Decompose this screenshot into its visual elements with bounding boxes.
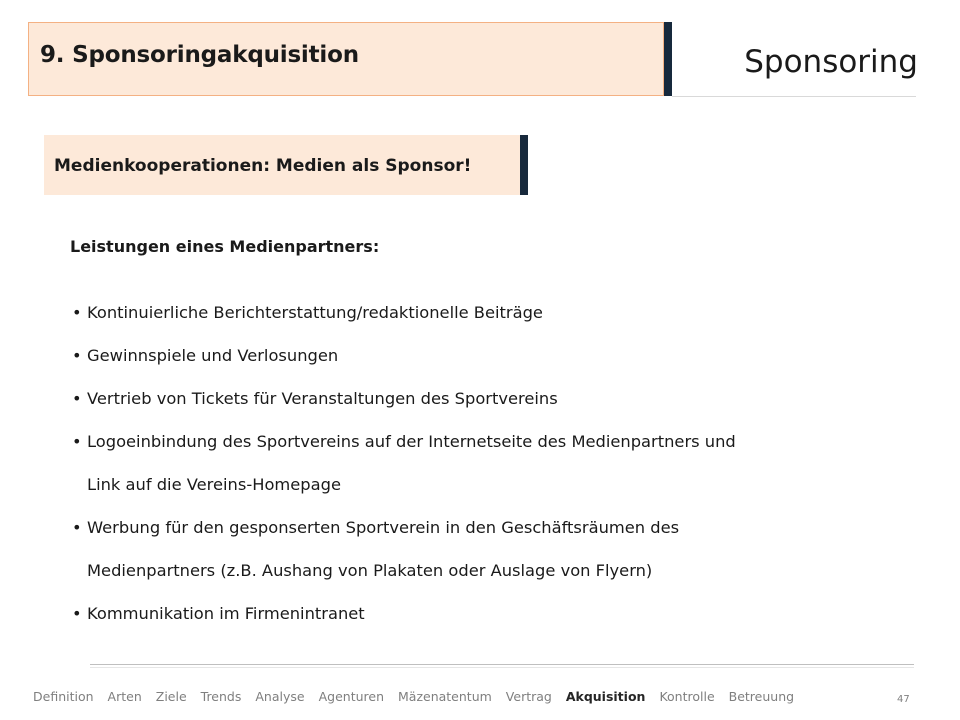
footer-divider-shadow	[90, 667, 914, 668]
bullet-text: Vertrieb von Tickets für Veranstaltungen des Sportvereins	[87, 389, 558, 408]
footer-nav-definition[interactable]: Definition	[33, 689, 94, 704]
footer-nav-mäzenatentum[interactable]: Mäzenatentum	[398, 689, 492, 704]
bullet-item-line	[72, 474, 341, 496]
footer-navigation	[33, 689, 808, 704]
bullet-item-line	[72, 560, 652, 582]
bullet-text: Gewinnspiele und Verlosungen	[87, 346, 339, 365]
bullet-dot-icon: •	[72, 518, 82, 537]
bullet-item-line	[72, 517, 679, 539]
footer-nav-analyse[interactable]: Analyse	[255, 689, 305, 704]
bullet-text: Kontinuierliche Berichterstattung/redaktionelle Beiträge	[87, 303, 543, 322]
bullet-text: Logoeinbindung des Sportvereins auf der Internetseite des Medienpartners und	[87, 432, 736, 451]
bullet-text: Kommunikation im Firmenintranet	[87, 604, 365, 623]
footer-nav-betreuung[interactable]: Betreuung	[728, 689, 795, 704]
brand-title: Sponsoring	[744, 44, 918, 80]
bullet-dot-icon: •	[72, 604, 82, 623]
header-accent-bar	[664, 22, 672, 96]
bullet-text: Medienpartners (z.B. Aushang von Plakaten oder Auslage von Flyern)	[87, 561, 653, 580]
footer-nav-trends[interactable]: Trends	[200, 689, 242, 704]
bullet-dot-icon: •	[72, 432, 82, 451]
footer-nav-kontrolle[interactable]: Kontrolle	[659, 689, 715, 704]
bullet-item-line	[72, 388, 558, 410]
subheader-accent-bar	[520, 135, 528, 195]
subheader-title: Medienkooperationen: Medien als Sponsor!	[54, 156, 472, 176]
slide-title: 9. Sponsoringakquisition	[40, 42, 359, 68]
footer-nav-agenturen[interactable]: Agenturen	[318, 689, 384, 704]
header-divider	[672, 96, 916, 97]
footer-nav-arten[interactable]: Arten	[107, 689, 142, 704]
section-heading: Leistungen eines Medienpartners:	[70, 237, 380, 256]
bullet-item-line	[72, 431, 736, 453]
footer-divider	[90, 664, 914, 665]
bullet-dot-icon: •	[72, 389, 82, 408]
bullet-text: Werbung für den gesponserten Sportverein in den Geschäftsräumen des	[87, 518, 680, 537]
bullet-dot-icon: •	[72, 346, 82, 365]
bullet-item-line	[72, 302, 543, 324]
bullet-item-line	[72, 603, 365, 625]
bullet-dot-icon: •	[72, 303, 82, 322]
footer-nav-akquisition[interactable]: Akquisition	[565, 689, 646, 704]
footer-nav-vertrag[interactable]: Vertrag	[505, 689, 552, 704]
bullet-text: Link auf die Vereins-Homepage	[87, 475, 341, 494]
footer-nav-ziele[interactable]: Ziele	[155, 689, 187, 704]
page-number: 47	[897, 694, 910, 705]
bullet-item-line	[72, 345, 338, 367]
